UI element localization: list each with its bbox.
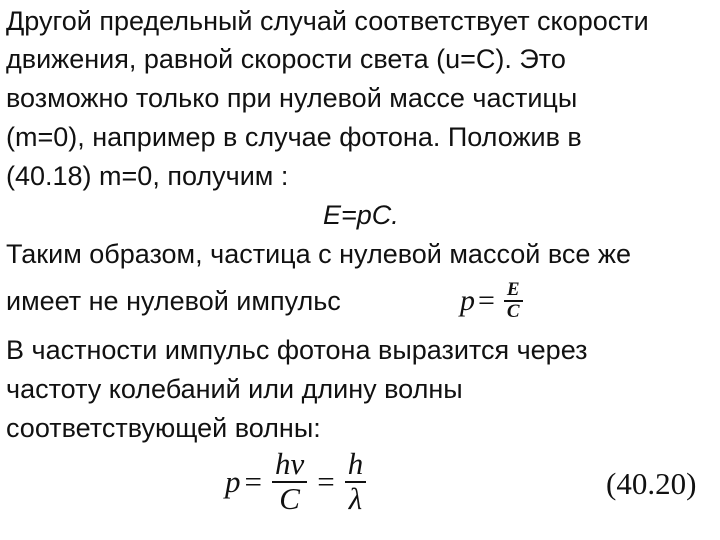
text-line-4: (m=0), например в случае фотона. Положив в — [6, 122, 582, 152]
text-line-10: соответствующей волны: — [6, 413, 321, 443]
formula-inline-fraction — [504, 280, 523, 322]
text-line-2: движения, равной скорости света (u=C). Это — [6, 44, 566, 74]
formula-main-fraction-2-denominator: λ — [348, 481, 363, 516]
formula-main-equals-1: = — [244, 464, 262, 499]
text-line-1: Другой предельный случай соответствует скорости — [6, 6, 649, 36]
formula-inline-lhs: p — [460, 284, 475, 317]
text-line-7: имеет не нулевой импульс — [6, 286, 341, 316]
formula-main-fraction-2 — [345, 448, 367, 515]
formula-inline-denominator: C — [506, 301, 520, 322]
formula-main-equals-2: = — [317, 464, 335, 499]
text-line-5: (40.18) m=0, получим : — [6, 161, 289, 191]
energy-formula: E=pC. — [323, 200, 399, 230]
formula-inline-numerator: E — [506, 279, 520, 301]
text-line-6: Таким образом, частица с нулевой массой все же — [6, 239, 631, 269]
text-line-9: частоту колебаний или длину волны — [6, 374, 463, 404]
formula-main-fraction-2-numerator: h — [347, 446, 364, 482]
formula-main-fraction-1 — [272, 448, 307, 515]
formula-inline-equals: = — [478, 284, 495, 317]
formula-main-fraction-1-numerator: hν — [274, 446, 305, 482]
equation-number: (40.20) — [606, 466, 697, 501]
momentum-formula-inline — [460, 271, 529, 331]
text-line-3: возможно только при нулевой массе частицы — [6, 83, 578, 113]
text-line-8: В частности импульс фотона выразится через — [6, 335, 588, 365]
formula-main-fraction-1-denominator: C — [279, 481, 300, 516]
formula-main-lhs: p — [225, 464, 241, 499]
momentum-formula-main — [225, 440, 372, 524]
